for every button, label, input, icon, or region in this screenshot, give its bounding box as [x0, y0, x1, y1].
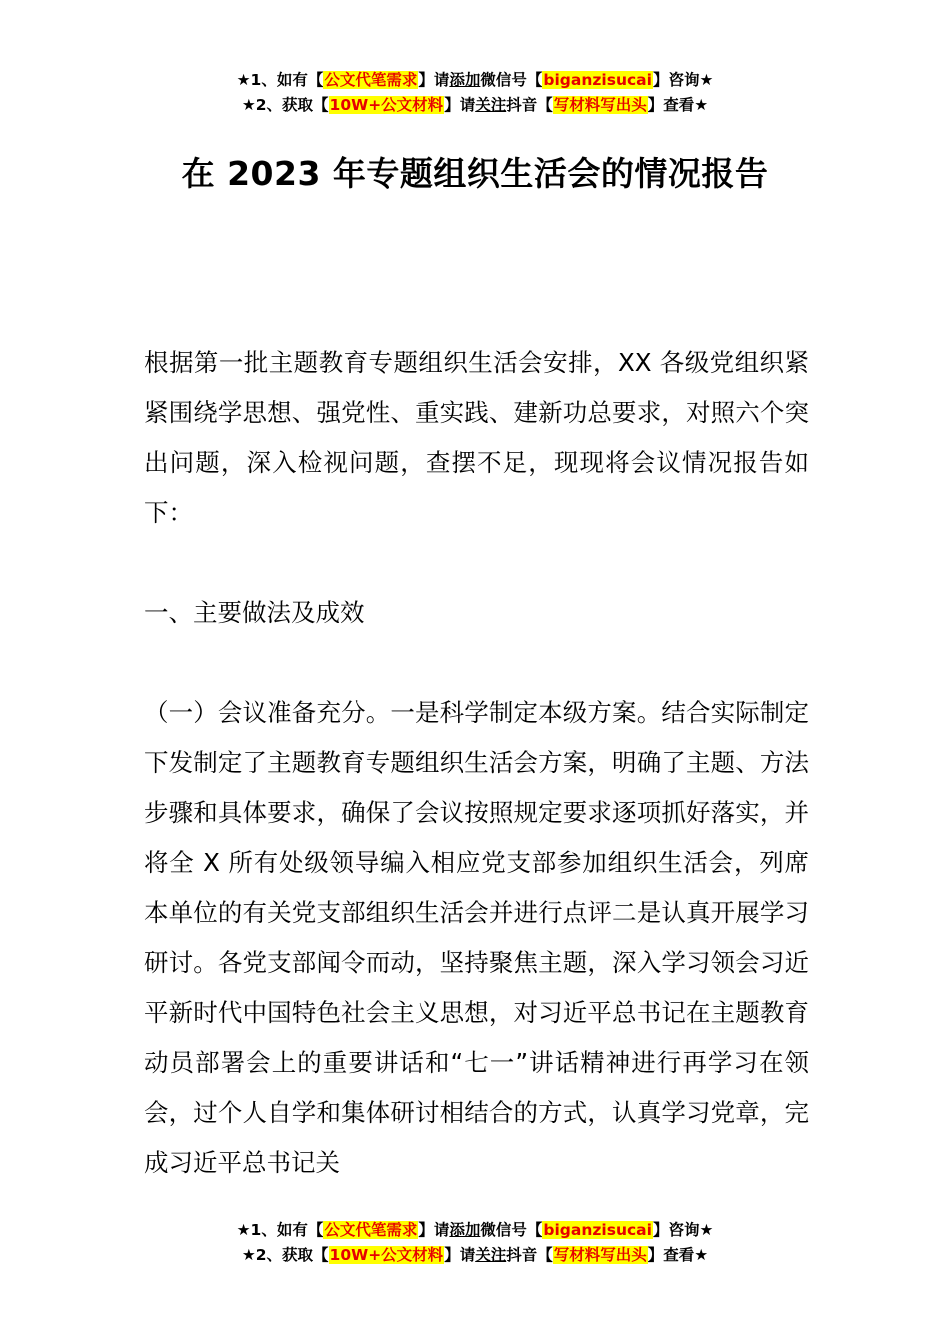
- promo-underline: 添加: [449, 71, 481, 89]
- promo-text: ★2、获取【: [241, 1246, 329, 1264]
- promo-highlight: biganzisucai: [543, 1221, 652, 1239]
- promo-text: 抖音【: [506, 1246, 553, 1264]
- promo-underline: 关注: [475, 1246, 507, 1264]
- promo-highlight: 10W+公文材料: [329, 96, 444, 114]
- promo-underline: 添加: [449, 1221, 481, 1239]
- section-heading: 一、主要做法及成效: [144, 598, 365, 627]
- promo-text: 微信号【: [480, 1221, 543, 1239]
- promo-underline: 关注: [475, 96, 507, 114]
- promo-highlight: 公文代笔需求: [324, 1221, 418, 1239]
- promo-text: 微信号【: [480, 71, 543, 89]
- section-paragraph: （一）会议准备充分。一是科学制定本级方案。结合实际制定下发制定了主题教育专题组织生活会方案，明确了主题、方法步骤和具体要求，确保了会议按照规定要求逐项抓好落实，并将全 X 所有处级领导编入相应党支部参加组织生活会，列席本单位的有关党支部组织生活会并进行点评二是认真开展学习研讨。各党支部闻令而动，坚持聚焦主题，深入学习领会习近平新时代中国特色社会主义思想，对习近平总书记在主题教育动员部署会上的重要讲话和“七一”讲话精神进行再学习在领会，过个人自学和集体研讨相结合的方式，认真学习党章，完成习近平总书记关: [144, 698, 809, 1177]
- promo-text: 】请: [418, 71, 450, 89]
- promo-line-1: [0, 1218, 950, 1243]
- promo-text: 】请: [444, 1246, 476, 1264]
- promo-text: 】查看★: [647, 96, 709, 114]
- promo-banner-bottom: [0, 1218, 950, 1268]
- promo-text: ★2、获取【: [241, 96, 329, 114]
- intro-paragraph: 根据第一批主题教育专题组织生活会安排，XX 各级党组织紧紧围绕学思想、强党性、重实践、建新功总要求，对照六个突出问题，深入检视问题，查摆不足，现现将会议情况报告如下：: [144, 348, 809, 527]
- promo-line-2: [0, 93, 950, 118]
- promo-line-1: [0, 68, 950, 93]
- promo-text: 】请: [444, 96, 476, 114]
- promo-highlight: 写材料写出头: [553, 1246, 647, 1264]
- document-title: 在 2023 年专题组织生活会的情况报告: [181, 154, 769, 193]
- promo-highlight: 写材料写出头: [553, 96, 647, 114]
- promo-text: 】查看★: [647, 1246, 709, 1264]
- promo-text: ★1、如有【: [236, 1221, 324, 1239]
- promo-line-2: [0, 1243, 950, 1268]
- promo-text: ★1、如有【: [236, 71, 324, 89]
- promo-text: 】咨询★: [652, 71, 714, 89]
- promo-text: 抖音【: [506, 96, 553, 114]
- promo-banner-top: [0, 68, 950, 118]
- promo-highlight: 公文代笔需求: [324, 71, 418, 89]
- promo-text: 】咨询★: [652, 1221, 714, 1239]
- promo-text: 】请: [418, 1221, 450, 1239]
- promo-highlight: biganzisucai: [543, 71, 652, 89]
- promo-highlight: 10W+公文材料: [329, 1246, 444, 1264]
